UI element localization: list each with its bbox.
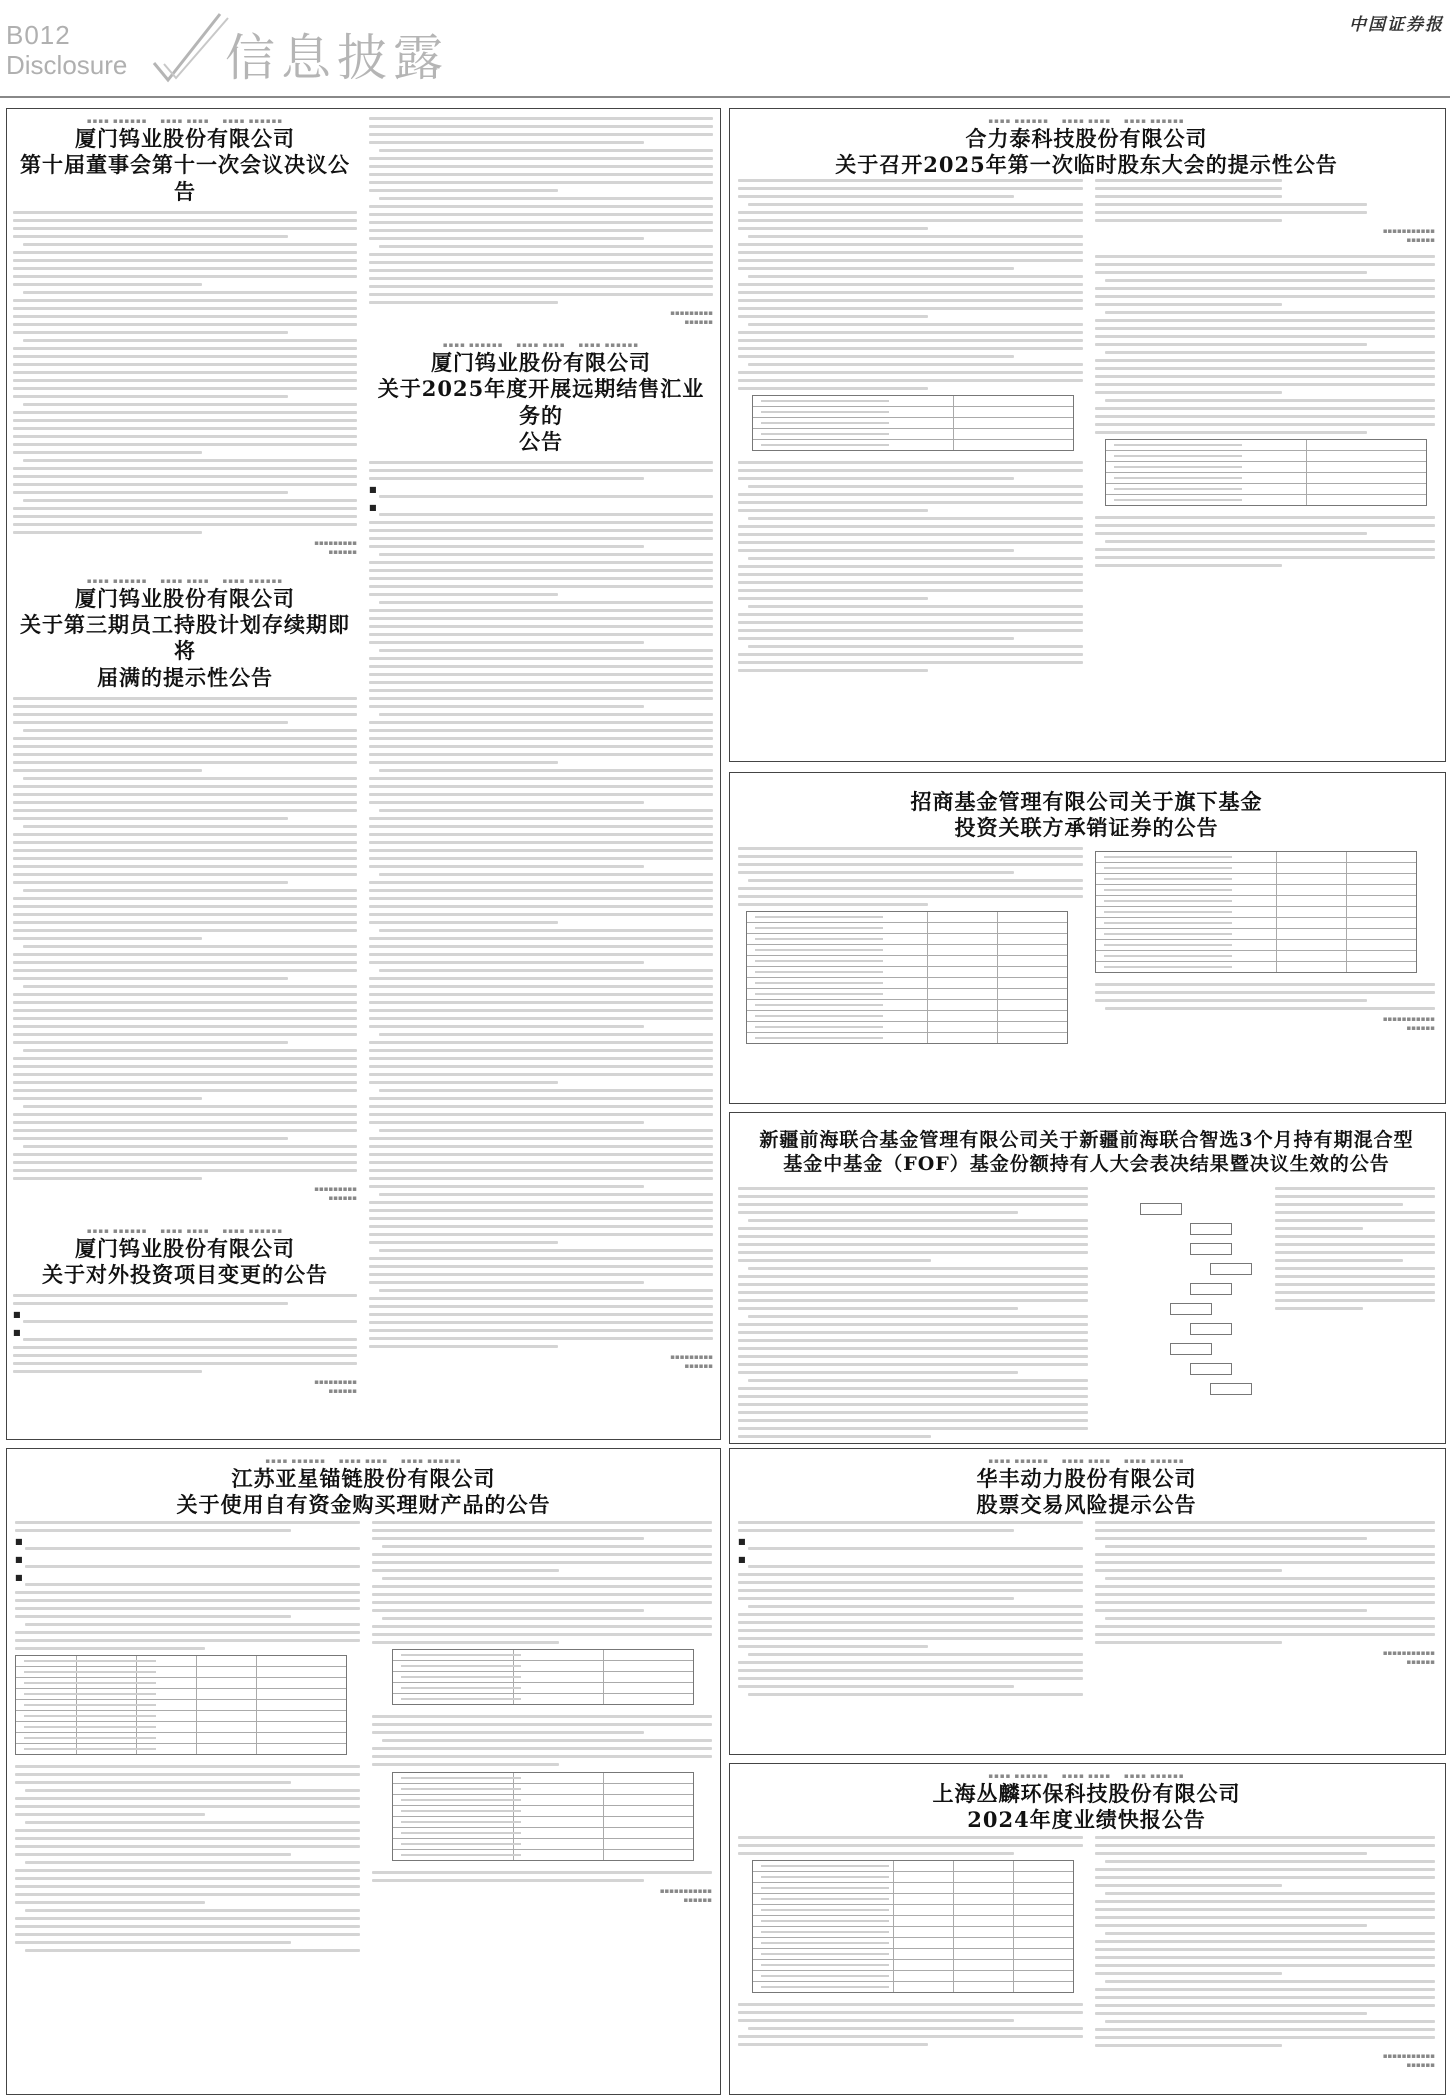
title-line: 股票交易风险提示公告 xyxy=(976,1492,1197,1518)
notice-body xyxy=(15,1765,360,1952)
signature-block: ▪▪▪▪▪▪▪▪▪▪▪ ▪▪▪▪▪▪ xyxy=(1382,1015,1435,1032)
notice-body xyxy=(372,1715,712,1766)
notice-body xyxy=(369,461,713,1348)
bullet-icon: ■ xyxy=(738,1555,746,1564)
notice-body xyxy=(738,461,1083,672)
notice-body xyxy=(738,847,1083,906)
notice-body xyxy=(372,1871,712,1882)
notice-body xyxy=(738,2003,1083,2046)
title-line: 华丰动力股份有限公司 xyxy=(976,1466,1197,1491)
title-line: 厦门钨业股份有限公司 xyxy=(75,585,295,611)
bullet-icon: ■ xyxy=(369,485,377,494)
stock-code-line: ▪▪▪▪ ▪▪▪▪▪▪ ▪▪▪▪ ▪▪▪▪ ▪▪▪▪ ▪▪▪▪▪▪ xyxy=(86,576,284,585)
stock-code-line: ▪▪▪▪ ▪▪▪▪▪▪ ▪▪▪▪ ▪▪▪▪ ▪▪▪▪ ▪▪▪▪▪▪ xyxy=(988,1772,1185,1780)
stock-code-line: ▪▪▪▪ ▪▪▪▪▪▪ ▪▪▪▪ ▪▪▪▪ ▪▪▪▪ ▪▪▪▪▪▪ xyxy=(86,1226,284,1235)
column-left xyxy=(738,1836,1083,2051)
column-left xyxy=(738,1521,1083,1701)
column-right xyxy=(1095,1836,1435,2070)
notice-body xyxy=(1095,983,1435,1010)
column-left xyxy=(13,117,357,1396)
signature-block: ▪▪▪▪▪▪▪▪▪ ▪▪▪▪▪▪ xyxy=(314,538,357,556)
notice-header xyxy=(15,1457,712,1519)
notice-title xyxy=(13,1236,357,1289)
column-right xyxy=(1095,179,1435,572)
stock-code-line: ▪▪▪▪ ▪▪▪▪▪▪ ▪▪▪▪ ▪▪▪▪ ▪▪▪▪ ▪▪▪▪▪▪ xyxy=(86,117,284,125)
notice-box-helitai xyxy=(729,108,1446,762)
notice-body xyxy=(372,1521,712,1644)
notice-box-qianhai-united-fund xyxy=(729,1112,1446,1444)
signature-block: ▪▪▪▪▪▪▪▪▪ ▪▪▪▪▪▪ xyxy=(314,1184,357,1202)
notice-title xyxy=(738,126,1435,179)
newspaper-name: 中国证券报 xyxy=(1349,15,1444,35)
stock-code-line: ▪▪▪▪ ▪▪▪▪▪▪ ▪▪▪▪ ▪▪▪▪ ▪▪▪▪ ▪▪▪▪▪▪ xyxy=(988,1457,1185,1465)
notice-title xyxy=(738,789,1435,842)
notice-title xyxy=(13,126,357,205)
signature-block: ▪▪▪▪▪▪▪▪▪ ▪▪▪▪▪▪ xyxy=(314,1378,357,1396)
title-line: 江苏亚星锚链股份有限公司 xyxy=(231,1466,496,1491)
notice-body xyxy=(738,179,1083,390)
fund-table xyxy=(1095,851,1417,973)
fund-table xyxy=(746,911,1068,1044)
notice-header xyxy=(738,1457,1435,1519)
cash-flow-table xyxy=(392,1772,694,1861)
bullet-icon: ■ xyxy=(15,1537,23,1546)
title-line: 2024年度业绩快报公告 xyxy=(967,1807,1206,1833)
signature-block: ▪▪▪▪▪▪▪▪▪▪▪ ▪▪▪▪▪▪ xyxy=(659,1887,712,1904)
title-line: 关于召开2025年第一次临时股东大会的提示性公告 xyxy=(835,152,1338,178)
notice-title xyxy=(13,586,357,691)
title-line: 招商基金管理有限公司关于旗下基金 xyxy=(910,789,1263,814)
notice-body xyxy=(1095,1521,1435,1644)
bullet-icon: ■ xyxy=(13,1310,21,1320)
notice-body xyxy=(738,1187,1088,1438)
title-line: 基金中基金（FOF）基金份额持有人大会表决结果暨决议生效的公告 xyxy=(783,1152,1390,1175)
notice-body xyxy=(13,1294,357,1373)
bullet-icon: ■ xyxy=(369,503,377,512)
title-line: 厦门钨业股份有限公司 xyxy=(75,126,295,151)
notice-header xyxy=(738,789,1435,842)
notice-title xyxy=(738,1781,1435,1834)
column-left xyxy=(738,179,1083,677)
title-line: 关于2025年度开展远期结售汇业务的 xyxy=(377,376,705,428)
title-line: 届满的提示性公告 xyxy=(97,664,273,690)
proposal-table xyxy=(752,395,1074,451)
notice-body xyxy=(1095,1836,1435,2047)
column-left xyxy=(15,1521,360,1957)
title-line: 关于对外投资项目变更的公告 xyxy=(42,1262,328,1287)
notice-body xyxy=(738,1836,1083,1855)
title-line: 投资关联方承销证券的公告 xyxy=(954,815,1219,841)
title-line: 第十届董事会第十一次会议决议公告 xyxy=(20,152,350,204)
notice-body xyxy=(1095,516,1435,567)
notice-body xyxy=(738,1521,1083,1696)
notice-box-xiamen-tungsten xyxy=(6,108,721,1440)
stock-code-line: ▪▪▪▪ ▪▪▪▪▪▪ ▪▪▪▪ ▪▪▪▪ ▪▪▪▪ ▪▪▪▪▪▪ xyxy=(988,117,1185,125)
section-name-english: Disclosure xyxy=(6,50,128,80)
title-line: 厦门钨业股份有限公司 xyxy=(75,1235,295,1261)
column-right xyxy=(1275,1187,1435,1315)
signature-block: ▪▪▪▪▪▪▪▪▪▪▪ ▪▪▪▪▪▪ xyxy=(1382,1649,1435,1666)
signature-block: ▪▪▪▪▪▪▪▪▪▪▪ ▪▪▪▪▪▪ xyxy=(1382,2052,1435,2069)
notice-body xyxy=(1095,179,1435,222)
notice-box-china-merchants-fund xyxy=(729,772,1446,1104)
financial-table xyxy=(392,1649,694,1705)
bullet-icon: ■ xyxy=(13,1328,21,1338)
notice-body xyxy=(15,1521,360,1650)
title-line: 厦门钨业股份有限公司 xyxy=(431,350,651,375)
bullet-icon: ■ xyxy=(738,1537,746,1546)
org-chart-diagram xyxy=(1100,1193,1260,1413)
notice-header xyxy=(738,1129,1435,1177)
title-line: 上海丛麟环保科技股份有限公司 xyxy=(932,1781,1241,1806)
notice-body xyxy=(13,211,357,534)
notice-body xyxy=(1095,255,1435,434)
title-line: 关于第三期员工持股计划存续期即将 xyxy=(20,612,350,664)
wealth-product-table xyxy=(15,1655,347,1755)
notice-title xyxy=(738,1466,1435,1519)
title-line: 关于使用自有资金购买理财产品的公告 xyxy=(176,1492,551,1518)
column-right xyxy=(1095,847,1435,1033)
column-right xyxy=(372,1521,712,1905)
notice-body xyxy=(369,117,713,304)
header-rule xyxy=(0,96,1450,98)
vote-table xyxy=(1105,439,1427,506)
notice-header xyxy=(738,117,1435,179)
section-name-chinese: 信息披露 xyxy=(225,29,449,87)
stock-code-line: ▪▪▪▪ ▪▪▪▪▪▪ ▪▪▪▪ ▪▪▪▪ ▪▪▪▪ ▪▪▪▪▪▪ xyxy=(442,341,640,349)
notice-body xyxy=(13,697,357,1180)
bullet-icon: ■ xyxy=(15,1573,23,1582)
notice-title xyxy=(15,1466,712,1519)
signature-block: ▪▪▪▪▪▪▪▪▪ ▪▪▪▪▪▪ xyxy=(670,1353,713,1370)
notice-box-shanghai-conglin xyxy=(729,1763,1446,2095)
notice-box-asian-star-anchor-chain xyxy=(6,1448,721,2095)
title-line: 公告 xyxy=(519,428,563,454)
notice-title xyxy=(738,1129,1435,1177)
notice-header xyxy=(738,1772,1435,1834)
signature-block: ▪▪▪▪▪▪▪▪▪▪▪ ▪▪▪▪▪▪ xyxy=(1382,227,1435,244)
bullet-icon: ■ xyxy=(15,1555,23,1564)
column-right xyxy=(369,117,713,1371)
notice-body xyxy=(1275,1187,1435,1310)
signature-block: ▪▪▪▪▪▪▪▪▪ ▪▪▪▪▪▪ xyxy=(670,309,713,326)
notice-title xyxy=(369,350,713,455)
stock-code-line: ▪▪▪▪ ▪▪▪▪▪▪ ▪▪▪▪ ▪▪▪▪ ▪▪▪▪ ▪▪▪▪▪▪ xyxy=(265,1457,462,1465)
masthead xyxy=(0,0,1450,100)
title-line: 新疆前海联合基金管理有限公司关于新疆前海联合智选3个月持有期混合型 xyxy=(759,1129,1414,1151)
notice-box-huafeng-power xyxy=(729,1448,1446,1755)
column-right xyxy=(1095,1521,1435,1667)
header-right xyxy=(1349,10,1444,35)
title-line: 合力泰科技股份有限公司 xyxy=(965,126,1208,151)
column-left xyxy=(738,847,1083,1044)
performance-table xyxy=(752,1860,1074,1993)
column-left xyxy=(738,1187,1088,1443)
page-code: B012 xyxy=(6,20,71,50)
